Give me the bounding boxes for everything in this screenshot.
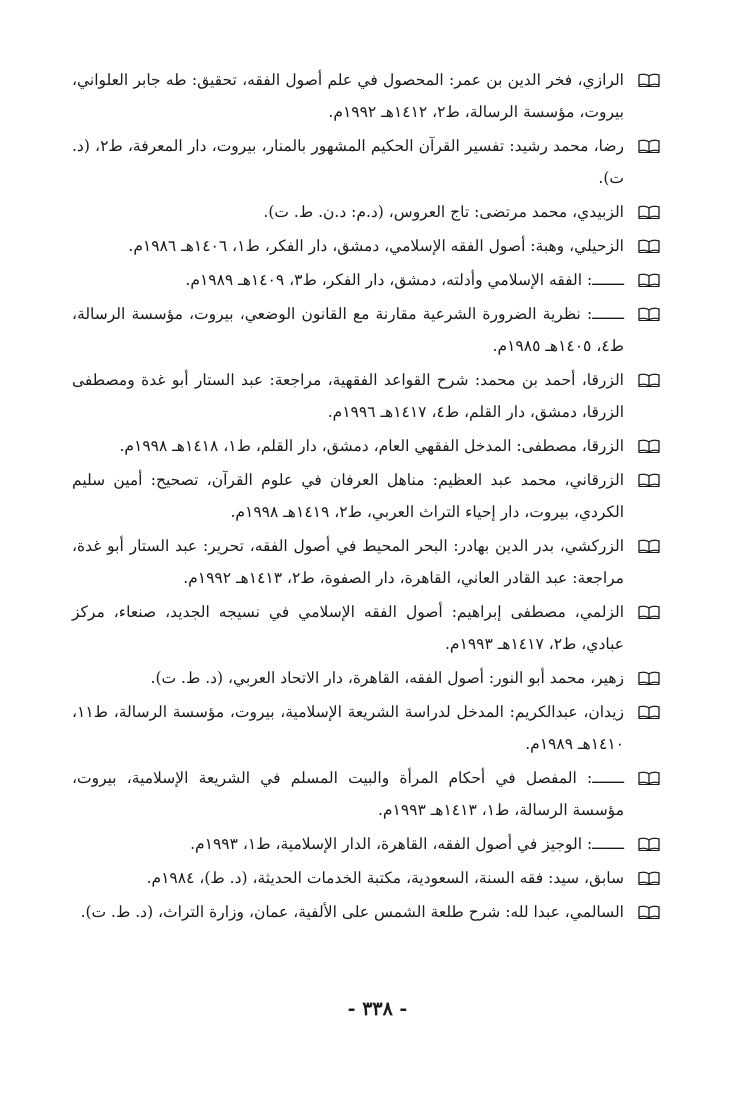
page-number: - ٣٣٨ - — [347, 998, 408, 1020]
bibliography-entry — [72, 530, 660, 594]
bibliography-entry — [72, 696, 660, 760]
entry-text: الزركشي، بدر الدين بهادر: البحر المحيط في أصول الفقه، تحرير: عبد الستار أبو غدة، مراجعة: عبد القادر العاني، القاهرة، دار الصفوة، ط٢، ١٤١٣هـ ١٩٩٢م. — [72, 537, 624, 587]
entry-text: ـــــــ: الوجيز في أصول الفقه، القاهرة، الدار الإسلامية، ط١، ١٩٩٣م. — [190, 835, 624, 853]
entry-text: الزرقا، أحمد بن محمد: شرح القواعد الفقهية، مراجعة: عبد الستار أبو غدة ومصطفى الزرقا، دمشق، دار القلم، ط٤، ١٤١٧هـ ١٩٩٦م. — [72, 371, 624, 421]
book-icon — [638, 239, 660, 253]
bibliography-entry — [72, 596, 660, 660]
book-icon — [638, 539, 660, 553]
book-icon — [638, 473, 660, 487]
entry-text: الزحيلي، وهبة: أصول الفقه الإسلامي، دمشق، دار الفكر، ط١، ١٤٠٦هـ ١٩٨٦م. — [128, 237, 624, 255]
entry-text: زهير، محمد أبو النور: أصول الفقه، القاهرة، دار الاتحاد العربي، (د. ط. ت). — [150, 669, 624, 687]
entry-text: الرازي، فخر الدين بن عمر: المحصول في علم أصول الفقه، تحقيق: طه جابر العلواني، بيروت، مؤسسة الرسالة، ط٢، ١٤١٢هـ ١٩٩٢م. — [72, 71, 624, 121]
book-icon — [638, 705, 660, 719]
entry-text: السالمي، عبدا لله: شرح طلعة الشمس على الألفية، عمان، وزارة التراث، (د. ط. ت). — [80, 903, 624, 921]
bibliography-entry — [72, 662, 660, 694]
book-icon — [638, 905, 660, 919]
entry-text: ـــــــ: نظرية الضرورة الشرعية مقارنة مع القانون الوضعي، بيروت، مؤسسة الرسالة، ط٤، ١٤٠٥هـ ١٩٨٥م. — [72, 305, 624, 355]
book-icon — [638, 871, 660, 885]
book-icon — [638, 373, 660, 387]
bibliography-entry — [72, 196, 660, 228]
book-icon — [638, 307, 660, 321]
bibliography-entry — [72, 430, 660, 462]
bibliography-entry — [72, 264, 660, 296]
bibliography-entry — [72, 130, 660, 194]
bibliography-entry — [72, 762, 660, 826]
book-icon — [638, 139, 660, 153]
entry-text: الزبيدي، محمد مرتضى: تاج العروس، (د.م: د.ن. ط. ت). — [263, 203, 624, 221]
bibliography-entry — [72, 298, 660, 362]
book-icon — [638, 605, 660, 619]
book-icon — [638, 273, 660, 287]
entry-text: الزلمي، مصطفى إبراهيم: أصول الفقه الإسلامي في نسيجه الجديد، صنعاء، مركز عبادي، ط٢، ١٤١٧هـ ١٩٩٣م. — [72, 603, 624, 653]
entry-text: سابق، سيد: فقه السنة، السعودية، مكتبة الخدمات الحديثة، (د. ط)، ١٩٨٤م. — [146, 869, 624, 887]
book-icon — [638, 771, 660, 785]
bibliography-entry — [72, 896, 660, 928]
book-icon — [638, 671, 660, 685]
book-icon — [638, 439, 660, 453]
bibliography-list — [72, 64, 660, 930]
bibliography-entry — [72, 64, 660, 128]
entry-text: ـــــــ: المفصل في أحكام المرأة والبيت المسلم في الشريعة الإسلامية، بيروت، مؤسسة الرسالة، ط١، ١٤١٣هـ ١٩٩٣م. — [72, 769, 624, 819]
book-icon — [638, 837, 660, 851]
entry-text: زيدان، عبدالكريم: المدخل لدراسة الشريعة الإسلامية، بيروت، مؤسسة الرسالة، ط١١، ١٤١٠هـ ١٩٨٩م. — [72, 703, 624, 753]
entry-text: الزرقاني، محمد عبد العظيم: مناهل العرفان في علوم القرآن، تصحيح: أمين سليم الكردي، بيروت، دار إحياء التراث العربي، ط٢، ١٤١٩هـ ١٩٩٨م. — [72, 471, 624, 521]
bibliography-entry — [72, 862, 660, 894]
book-icon — [638, 205, 660, 219]
bibliography-entry — [72, 364, 660, 428]
bibliography-entry — [72, 464, 660, 528]
entry-text: رضا، محمد رشيد: تفسير القرآن الحكيم المشهور بالمنار، بيروت، دار المعرفة، ط٢، (د. ت). — [72, 137, 624, 187]
entry-text: الزرقا، مصطفى: المدخل الفقهي العام، دمشق، دار القلم، ط١، ١٤١٨هـ ١٩٩٨م. — [119, 437, 624, 455]
bibliography-entry — [72, 828, 660, 860]
book-icon — [638, 73, 660, 87]
entry-text: ـــــــ: الفقه الإسلامي وأدلته، دمشق، دار الفكر، ط٣، ١٤٠٩هـ ١٩٨٩م. — [185, 271, 624, 289]
bibliography-entry — [72, 230, 660, 262]
